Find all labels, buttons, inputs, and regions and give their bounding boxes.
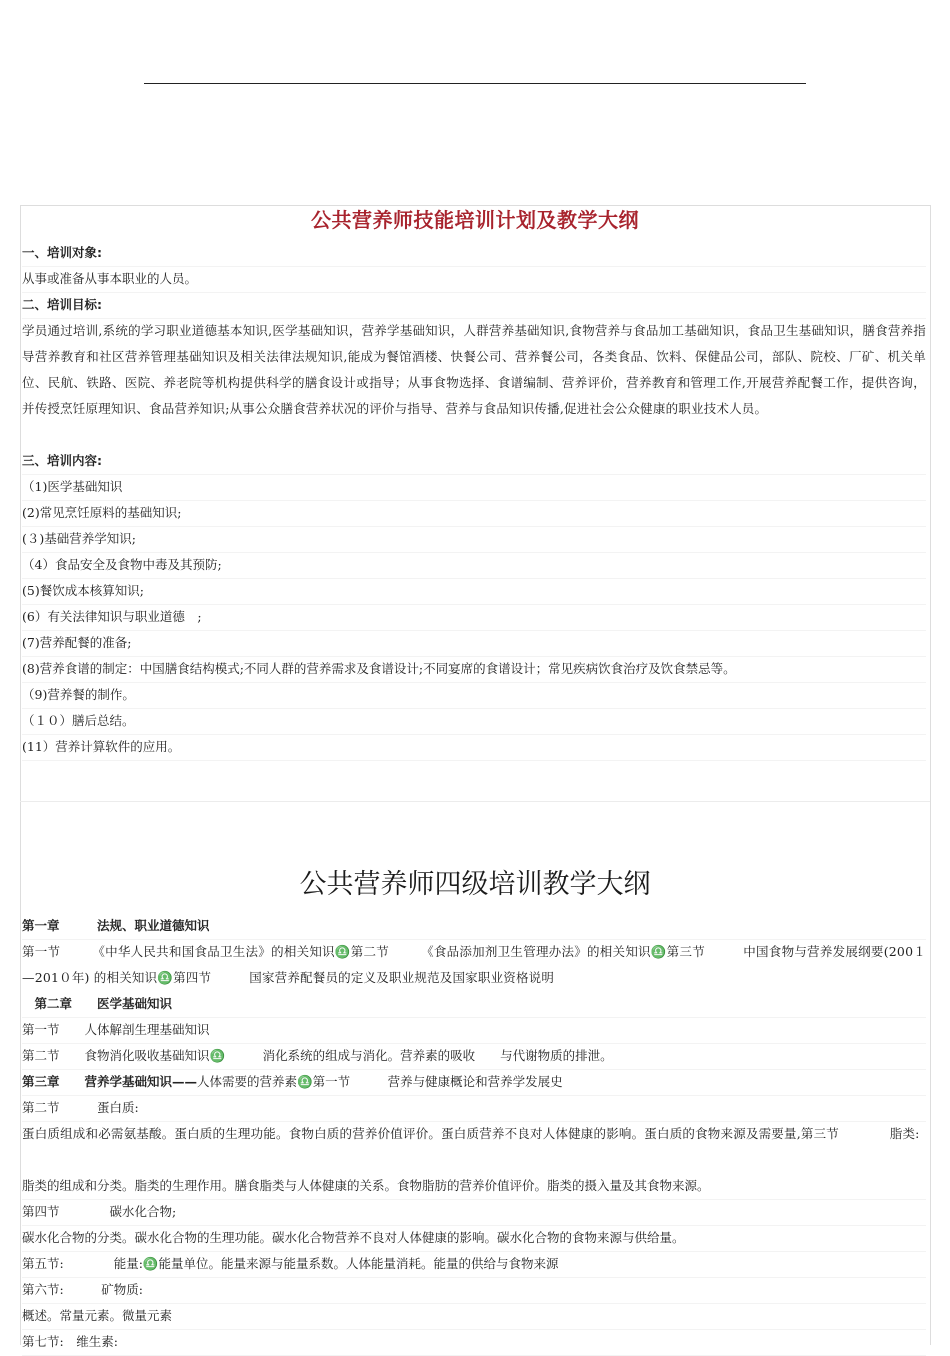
carbohydrate-paragraph: 碳水化合物的分类。碳水化合物的生理功能。碳水化合物营养不良对人体健康的影响。碳水化合物的食物来源与供给量。 [22, 1225, 926, 1252]
content-item: (6）有关法律知识与职业道德 ; [22, 604, 926, 631]
chapter-3-section-6: 第六节: 矿物质: [22, 1277, 926, 1304]
content-item: (7)营养配餐的准备; [22, 630, 926, 657]
content-item: （１０）膳后总结。 [22, 708, 926, 735]
chapter-3-heading [22, 1069, 926, 1096]
chapter-3-section-5: 第五节: 能量:♎能量单位。能量来源与能量系数。人体能量消耗。能量的供给与食物来源 [22, 1251, 926, 1278]
protein-paragraph: 蛋白质组成和必需氨基酸。蛋白质的生理功能。食物白质的营养价值评价。蛋白质营养不良对人体健康的影响。蛋白质的食物来源及需要量,第三节 脂类: [22, 1126, 920, 1141]
chapter-3-section-7: 第七节: 维生素: [22, 1329, 926, 1356]
chapter-3-section-2: 第二节 蛋白质: [22, 1095, 926, 1122]
content-item: (8)营养食谱的制定：中国膳食结构模式;不同人群的营养需求及食谱设计;不同宴席的食谱设计；常见疾病饮食治疗及饮食禁忌等。 [22, 656, 926, 683]
content-item: (2)常见烹饪原料的基础知识; [22, 500, 926, 527]
syllabus-title: 公共营养师四级培训教学大纲 [299, 869, 651, 900]
goal-paragraph: 学员通过培训,系统的学习职业道德基本知识,医学基础知识，营养学基础知识，人群营养基础知识,食物营养与食品加工基础知识，食品卫生基础知识，膳食营养指导营养教育和社区营养管理基础知识及相关法律法规知识,能成为餐馆酒楼、快餐公司、营养餐公司，各类食品、饮料、保健品公司，部队、院校、厂矿、机关单位、民航、铁路、医院、养老院等机构提供科学的膳食设计或指导；从事食物选择、食谱编制、营养评价，营养教育和管理工作,开展营养配餐工作，提供咨询，并传授烹饪原理知识、食品营养知识;从事公众膳食营养状况的评价与指导、营养与食品知识传播,促进社会公众健康的职业技术人员。 [22, 323, 926, 416]
heading-training-goal: 二、培训目标: [22, 292, 926, 319]
chapter-2-heading: 第二章 医学基础知识 [22, 991, 926, 1018]
chapter-3-section-4: 第四节 碳水化合物; [22, 1199, 926, 1226]
content-item: （9)营养餐的制作。 [22, 682, 926, 709]
content-item: (11）营养计算软件的应用。 [22, 734, 926, 761]
chapter-1-heading: 第一章 法规、职业道德知识 [22, 913, 926, 940]
chapter-3-title: 第三章 营养学基础知识—— [22, 1074, 198, 1089]
chapter-3-subtitle: 人体需要的营养素♎第一节 营养与健康概论和营养学发展史 [197, 1074, 563, 1089]
lipid-paragraph: 脂类的组成和分类。脂类的生理作用。膳食脂类与人体健康的关系。食物脂肪的营养价值评价。脂类的摄入量及其食物来源。 [22, 1173, 926, 1200]
content-item: (5)餐饮成本核算知识; [22, 578, 926, 605]
chapter-2-section-2: 第二节 食物消化吸收基础知识♎ 消化系统的组成与消化。营养素的吸收 与代谢物质的排泄。 [22, 1043, 926, 1070]
heading-training-target: 一、培训对象: [22, 240, 926, 267]
heading-training-content: 三、培训内容: [22, 448, 926, 475]
document-title: 公共营养师技能培训计划及教学大纲 [311, 208, 639, 232]
section-divider [20, 801, 930, 802]
content-item: （4）食品安全及食物中毒及其预防; [22, 552, 926, 579]
header-rule [144, 83, 806, 84]
mineral-paragraph: 概述。常量元素。微量元素 [22, 1303, 926, 1330]
content-item: (３)基础营养学知识; [22, 526, 926, 553]
content-item: （1)医学基础知识 [22, 474, 926, 501]
target-text: 从事或准备从事本职业的人员。 [22, 266, 926, 293]
chapter-1-sections: 第一节 《中华人民共和国食品卫生法》的相关知识♎第二节 《食品添加剂卫生管理办法》的相关知识♎第三节 中国食物与营养发展纲要(200１—201０年) 的相关知识♎第四节 国家营养配餐员的定义及职业规范及国家职业资格说明 [22, 944, 926, 985]
chapter-2-section-1: 第一节 人体解剖生理基础知识 [22, 1017, 926, 1044]
